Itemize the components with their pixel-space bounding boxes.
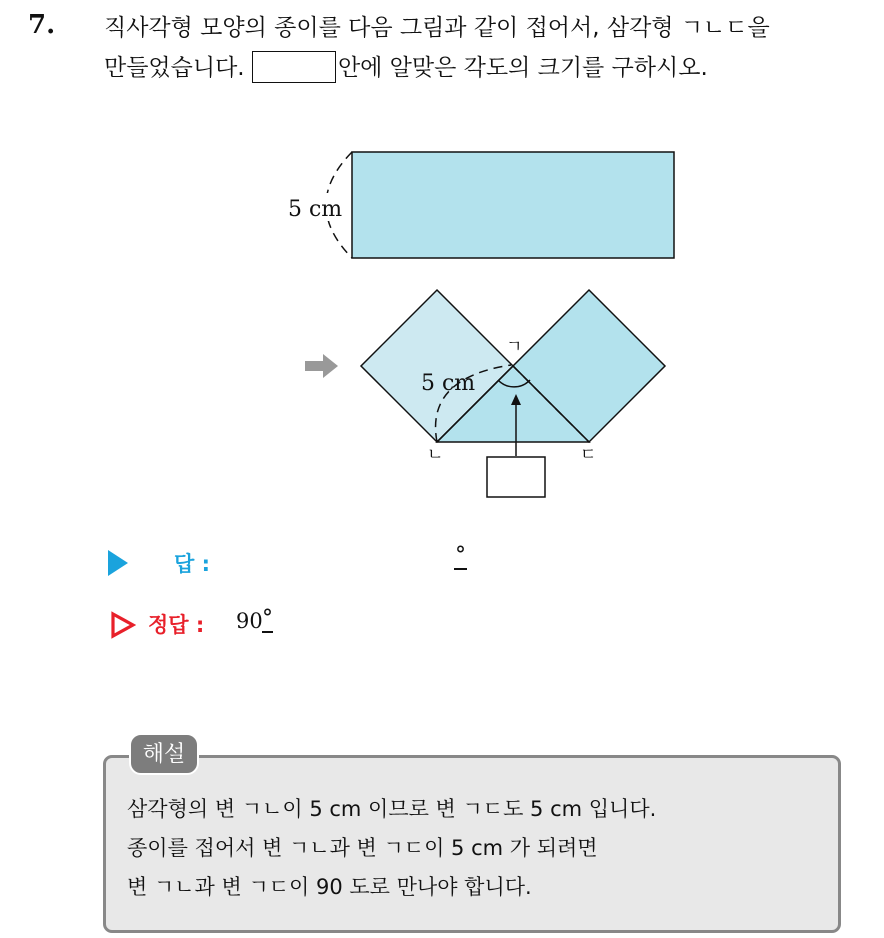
question-text-line1: 직사각형 모양의 종이를 다음 그림과 같이 접어서, 삼각형 ㄱㄴㄷ을	[104, 15, 770, 41]
question-text-after-blank: 안에 알맞은 각도의 크기를 구하시오.	[337, 55, 708, 81]
rect-side-label: 5 cm	[288, 197, 343, 222]
explanation-tab: 해설	[129, 733, 199, 775]
answer-row	[108, 543, 608, 582]
vertex-label-top: ㄱ	[506, 337, 523, 357]
vertex-label-left: ㄴ	[427, 445, 444, 465]
correct-marker-icon	[110, 611, 136, 639]
answer-label: 답 :	[174, 552, 210, 576]
explanation-line-2: 종이를 접어서 변 ㄱㄴ과 변 ㄱㄷ이 5 cm 가 되려면	[127, 836, 598, 860]
transition-arrow-icon	[305, 354, 338, 378]
explanation-line-1: 삼각형의 변 ㄱㄴ이 5 cm 이므로 변 ㄱㄷ도 5 cm 입니다.	[127, 797, 657, 821]
vertex-label-right: ㄷ	[580, 445, 597, 465]
answer-unit: °	[455, 543, 466, 568]
correct-answer-unit: °	[262, 606, 273, 631]
correct-answer-row	[108, 607, 608, 643]
correct-answer-label: 정답 :	[148, 613, 205, 637]
answer-marker-icon	[108, 550, 128, 576]
triangle-side-label: 5 cm	[421, 371, 476, 396]
question-number: 7.	[28, 10, 56, 40]
paper-rectangle	[352, 152, 674, 258]
correct-answer-value: 90	[236, 609, 263, 633]
question-text-before-blank: 만들었습니다.	[104, 55, 245, 81]
explanation-line-3: 변 ㄱㄴ과 변 ㄱㄷ이 90 도로 만나야 합니다.	[127, 875, 532, 899]
angle-answer-box	[487, 457, 545, 497]
